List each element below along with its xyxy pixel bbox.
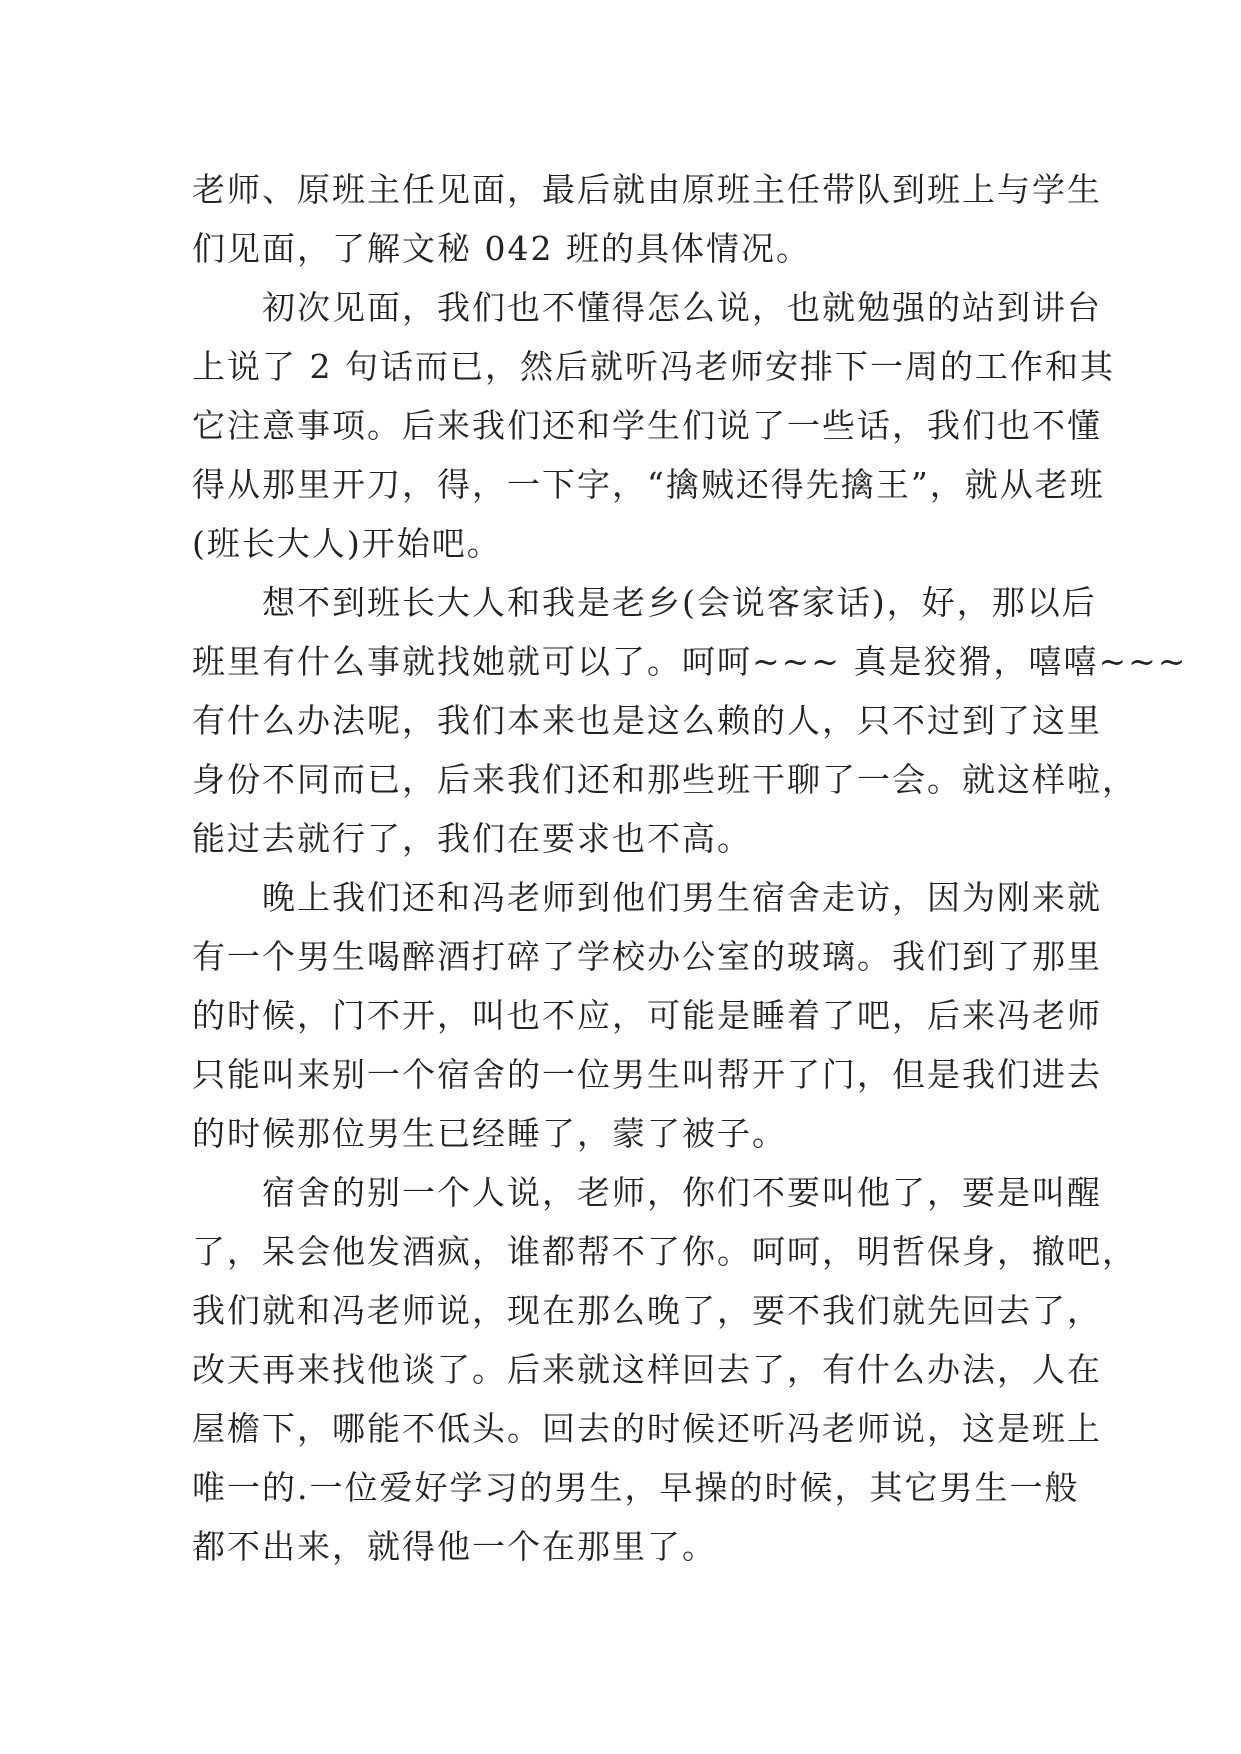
text-line: 班里有什么事就找她就可以了。呵呵~~~ 真是狡猾，嘻嘻~~~ xyxy=(192,642,1188,681)
text-line: 晚上我们还和冯老师到他们男生宿舍走访，因为刚来就 xyxy=(262,878,1102,917)
text-line: 想不到班长大人和我是老乡(会说客家话)，好，那以后 xyxy=(262,583,1097,622)
text-line: (班长大人)开始吧。 xyxy=(192,524,502,563)
text-line: 唯一的.一位爱好学习的男生，早操的时候，其它男生一般 xyxy=(192,1468,1080,1507)
text-line: 宿舍的别一个人说，老师，你们不要叫他了，要是叫醒 xyxy=(262,1173,1102,1212)
text-line: 屋檐下，哪能不低头。回去的时候还听冯老师说，这是班上 xyxy=(192,1409,1102,1448)
text-line: 老师、原班主任见面，最后就由原班主任带队到班上与学生 xyxy=(192,170,1102,209)
text-line: 得从那里开刀，得，一下字，“擒贼还得先擒王”，就从老班 xyxy=(192,465,1105,504)
document-body xyxy=(192,160,1188,1576)
text-line: 的时候，门不开，叫也不应，可能是睡着了吧，后来冯老师 xyxy=(192,996,1102,1035)
text-line: 都不出来，就得他一个在那里了。 xyxy=(192,1527,717,1566)
paragraph xyxy=(192,278,1115,573)
text-line: 有什么办法呢，我们本来也是这么赖的人，只不过到了这里 xyxy=(192,701,1102,740)
text-line: 它注意事项。后来我们还和学生们说了一些话，我们也不懂 xyxy=(192,406,1102,445)
paragraph xyxy=(192,573,1188,868)
text-line: 身份不同而已，后来我们还和那些班干聊了一会。就这样啦， xyxy=(192,760,1137,799)
text-line: 初次见面，我们也不懂得怎么说，也就勉强的站到讲台 xyxy=(262,288,1102,327)
text-line: 我们就和冯老师说，现在那么晚了，要不我们就先回去了， xyxy=(192,1291,1102,1330)
text-line: 能过去就行了，我们在要求也不高。 xyxy=(192,819,752,858)
paragraph xyxy=(192,160,1102,278)
text-line: 有一个男生喝醉酒打碎了学校办公室的玻璃。我们到了那里 xyxy=(192,937,1102,976)
text-line: 了，呆会他发酒疯，谁都帮不了你。呵呵，明哲保身，撤吧， xyxy=(192,1232,1137,1271)
paragraph xyxy=(192,1163,1137,1576)
text-line: 们见面，了解文秘 042 班的具体情况。 xyxy=(192,229,811,268)
text-line: 的时候那位男生已经睡了，蒙了被子。 xyxy=(192,1114,787,1153)
text-line: 上说了 2 句话而已，然后就听冯老师安排下一周的工作和其 xyxy=(192,347,1115,386)
paragraph xyxy=(192,868,1102,1163)
text-line: 改天再来找他谈了。后来就这样回去了，有什么办法，人在 xyxy=(192,1350,1102,1389)
text-line: 只能叫来别一个宿舍的一位男生叫帮开了门，但是我们进去 xyxy=(192,1055,1102,1094)
